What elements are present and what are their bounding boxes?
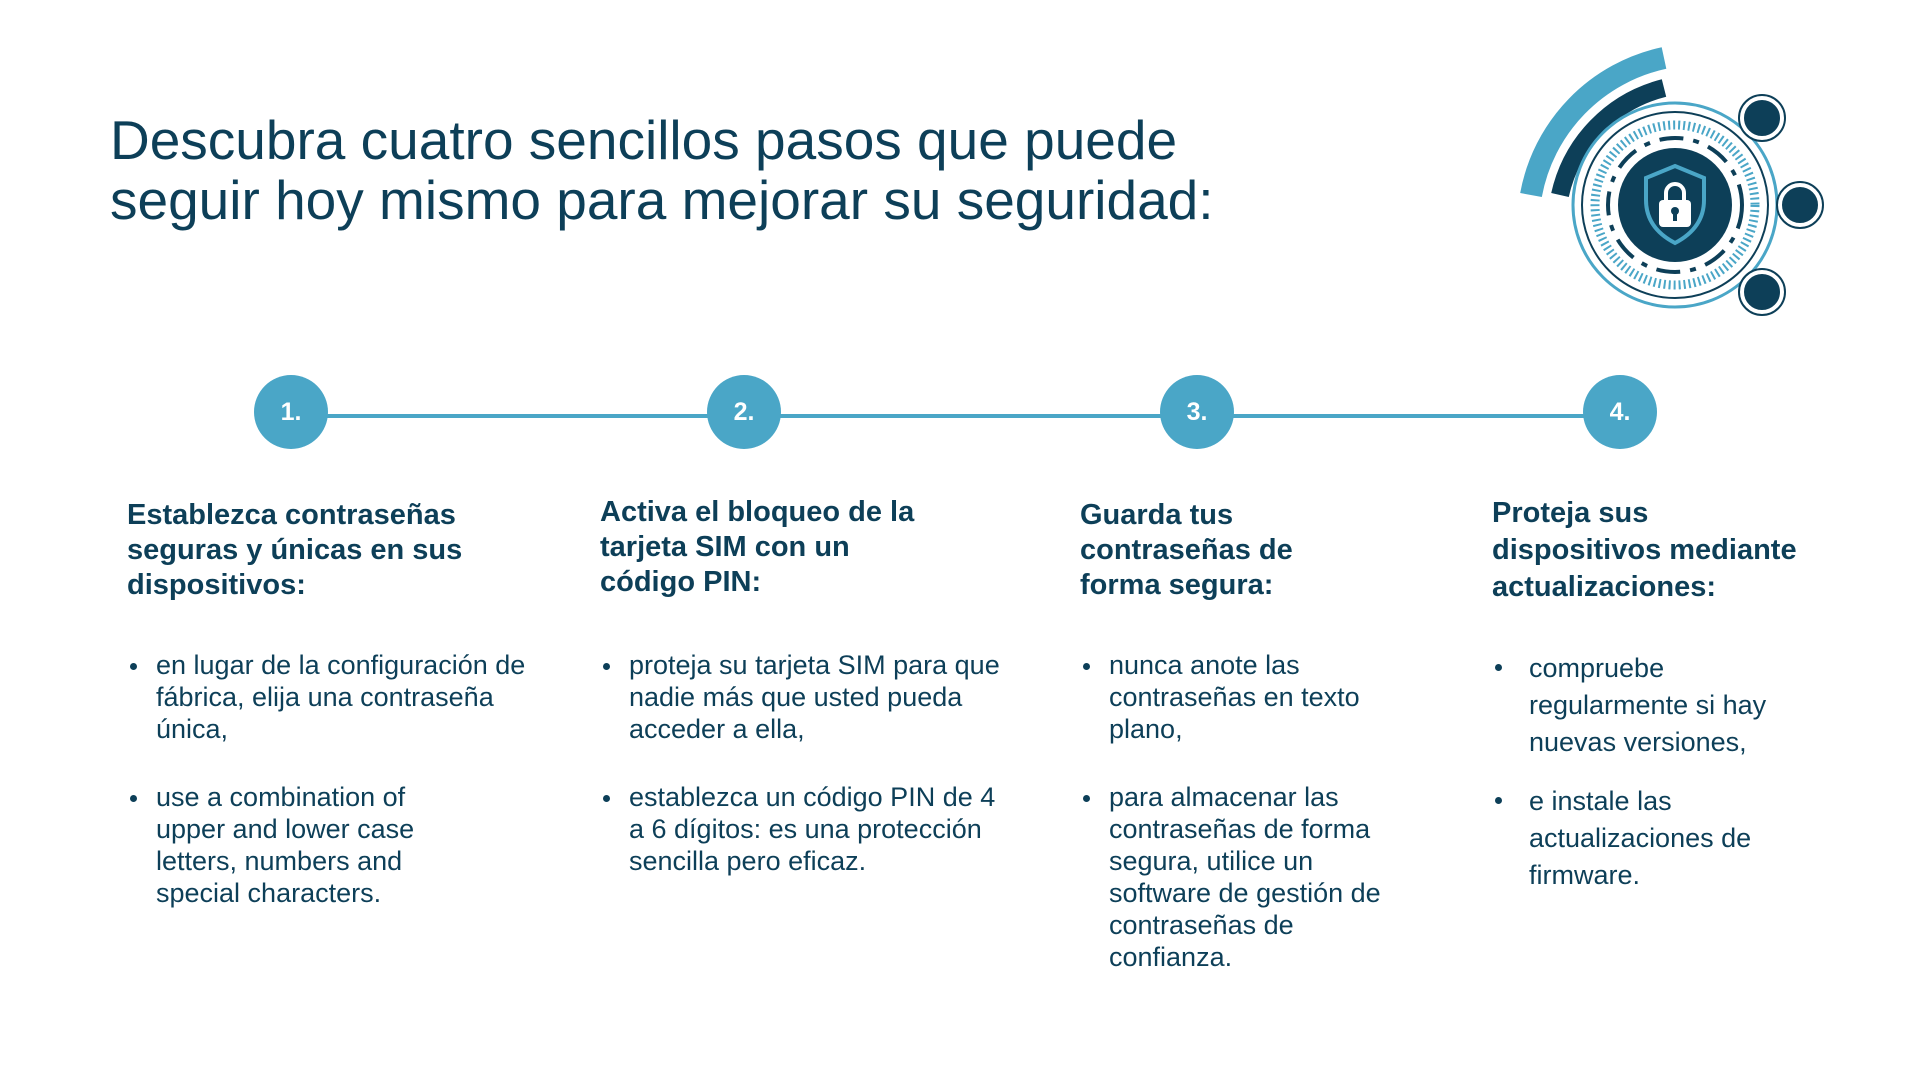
lock-keyhole-slot [1673,212,1677,221]
step-2-column [600,498,1020,877]
step-3-badge: 3. [1160,375,1234,449]
step-3-heading-line: Guarda tus [1080,499,1234,531]
step-1-heading-line: Establezca contraseñas [127,499,456,531]
timeline-line [292,414,1622,418]
step-1-heading-line: seguras y únicas en sus [127,534,463,566]
step-2-badge: 2. [707,375,781,449]
step-2-bullet: proteja su tarjeta SIM para que nadie más que usted pueda acceder a ella, [600,649,1000,745]
step-2-heading-line: Activa el bloqueo de la [600,496,915,528]
step-2-bullet: establezca un código PIN de 4 a 6 dígitos: es una protección sencilla pero eficaz. [600,781,999,877]
step-2-heading [600,495,1020,600]
step-4-heading-line: dispositivos mediante [1492,534,1797,566]
step-1-badge: 1. [254,375,328,449]
step-1-heading [127,498,567,603]
step-3-column [1080,498,1420,973]
security-logo [1520,40,1830,330]
step-3-heading [1080,498,1420,603]
step-1-list [127,649,557,909]
step-3-heading-line: forma segura: [1080,569,1274,601]
step-4-bullet: e instale las actualizaciones de firmware. [1492,783,1792,894]
step-2-heading-line: código PIN: [600,566,762,598]
step-3-bullet: nunca anote las contraseñas en texto plano, [1080,649,1419,745]
shield-lock-icon [1520,40,1830,330]
step-1-heading-line: dispositivos: [127,569,306,601]
step-2-list [600,649,1000,877]
page-title-line-2: seguir hoy mismo para mejorar su seguridad: [110,169,1214,231]
step-3-heading-line: contraseñas de [1080,534,1293,566]
step-4-heading-line: actualizaciones: [1492,571,1717,603]
step-1-column [127,498,567,909]
step-4-column [1492,498,1822,894]
step-4-heading [1492,495,1822,606]
step-4-heading-line: Proteja sus [1492,497,1649,529]
step-1-bullet: use a combination of upper and lower case letters, numbers and special characters. [127,781,481,909]
node-right [1780,185,1820,225]
steps-timeline [0,375,1920,455]
step-4-bullet: compruebe regularmente si hay nuevas versiones, [1492,650,1792,761]
node-bottom [1742,272,1782,312]
page-title [110,110,1410,230]
page-title-line-1: Descubra cuatro sencillos pasos que puede [110,109,1178,171]
step-1-bullet: en lugar de la configuración de fábrica, elija una contraseña única, [127,649,557,745]
node-top [1742,98,1782,138]
step-4-list [1492,650,1792,894]
step-3-bullet: para almacenar las contraseñas de forma segura, utilice un software de gestión de contraseñas de confianza. [1080,781,1410,973]
step-2-heading-line: tarjeta SIM con un [600,531,850,563]
step-4-badge: 4. [1583,375,1657,449]
step-3-list [1080,649,1410,973]
